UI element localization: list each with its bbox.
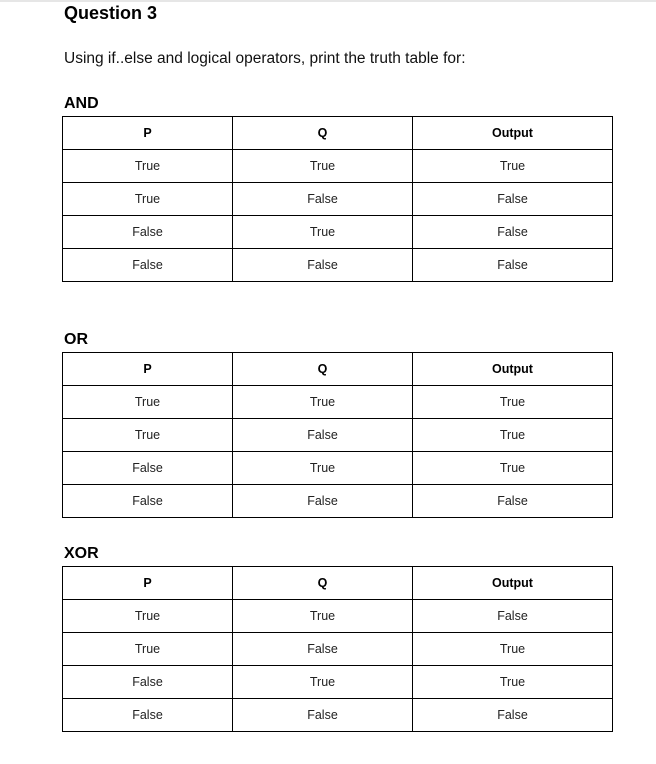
cell-output: True [413,150,613,183]
cell-output: True [413,452,613,485]
question-title: Question 3 [64,3,158,23]
cell-output: True [413,633,613,666]
table-row [63,699,613,732]
cell-output: True [413,386,613,419]
cell-p: True [63,633,233,666]
table-row [63,666,613,699]
cell-p: True [63,150,233,183]
table-row [63,452,613,485]
header-output: Output [413,353,613,386]
cell-q: False [233,699,413,732]
cell-q: True [233,666,413,699]
cell-output: True [413,419,613,452]
cell-q: True [233,216,413,249]
table-row [63,485,613,518]
cell-p: True [63,600,233,633]
header-q: Q [233,353,413,386]
cell-q: False [233,419,413,452]
table-header-row [63,117,613,150]
table-row [63,386,613,419]
cell-p: False [63,699,233,732]
cell-p: True [63,419,233,452]
header-p: P [63,567,233,600]
cell-p: False [63,485,233,518]
cell-output: True [413,666,613,699]
cell-q: True [233,600,413,633]
cell-q: False [233,183,413,216]
cell-p: False [63,666,233,699]
header-p: P [63,353,233,386]
header-p: P [63,117,233,150]
header-output: Output [413,567,613,600]
header-q: Q [233,117,413,150]
xor-truth-table [62,566,613,732]
cell-output: False [413,183,613,216]
header-q: Q [233,567,413,600]
table-header-row [63,567,613,600]
cell-q: True [233,386,413,419]
table-row [63,419,613,452]
table-row [63,216,613,249]
cell-p: False [63,249,233,282]
cell-p: False [63,216,233,249]
cell-q: False [233,633,413,666]
table-row [63,600,613,633]
cell-output: False [413,485,613,518]
cell-q: True [233,150,413,183]
cell-q: False [233,249,413,282]
table-row [63,150,613,183]
cell-p: True [63,183,233,216]
cell-output: False [413,699,613,732]
cell-p: False [63,452,233,485]
table-row [63,183,613,216]
instruction-text: Using if..else and logical operators, print the truth table for: [64,50,466,67]
xor-section-title: XOR [64,545,99,562]
cell-q: False [233,485,413,518]
cell-p: True [63,386,233,419]
or-section-title: OR [64,331,88,348]
header-output: Output [413,117,613,150]
table-row [63,633,613,666]
and-section-title: AND [64,95,99,112]
cell-output: False [413,216,613,249]
cell-output: False [413,600,613,633]
and-truth-table [62,116,613,282]
cell-q: True [233,452,413,485]
table-row [63,249,613,282]
cell-output: False [413,249,613,282]
or-truth-table [62,352,613,518]
table-header-row [63,353,613,386]
